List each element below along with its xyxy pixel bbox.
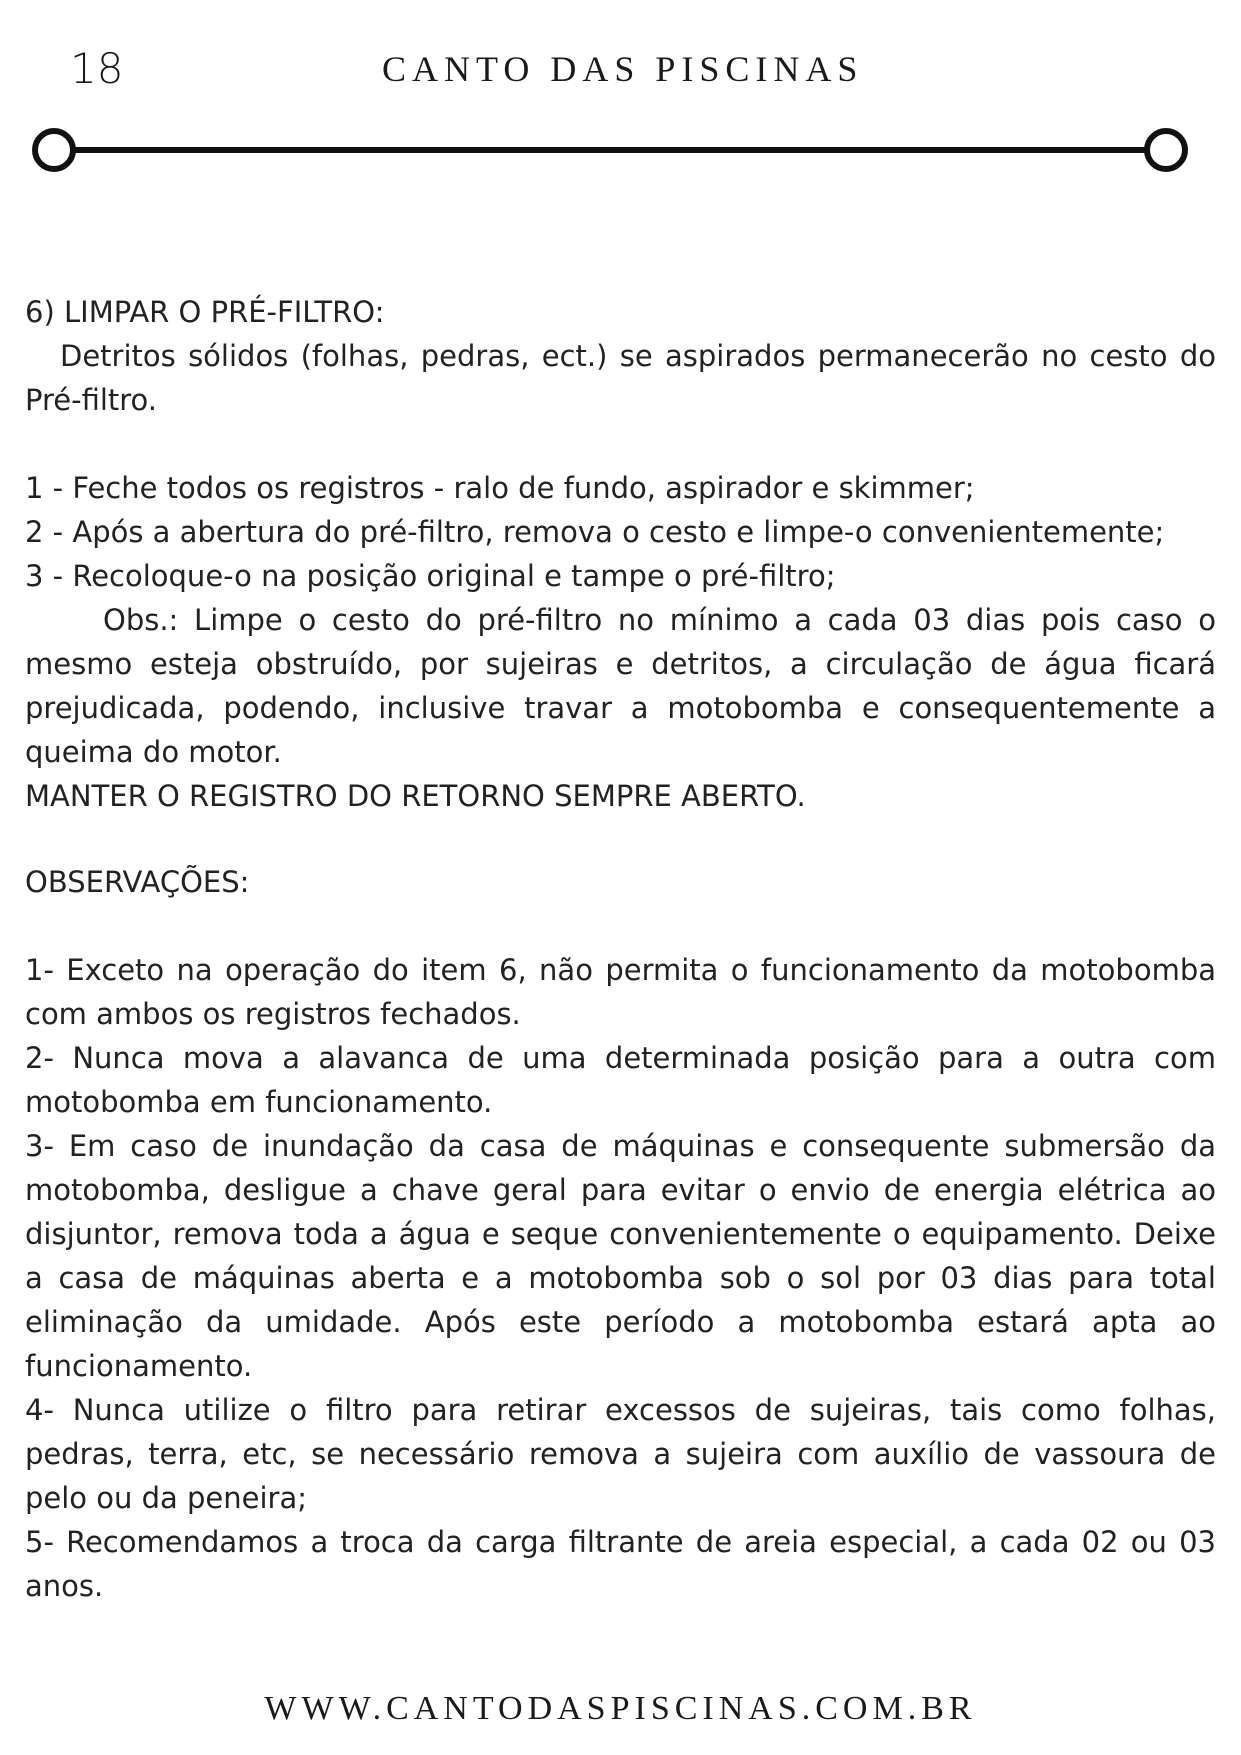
step-item: 2 - Após a abertura do pré-filtro, remova o cesto e limpe-o convenientemente; <box>25 515 1165 549</box>
section-6 <box>25 290 1216 818</box>
observations-heading: OBSERVAÇÕES: <box>25 865 250 899</box>
divider-right-circle <box>1147 131 1185 169</box>
warning-text: MANTER O REGISTRO DO RETORNO SEMPRE ABERTO. <box>25 779 806 813</box>
footer-url[interactable]: WWW.CANTODASPISCINAS.COM.BR <box>264 1690 977 1727</box>
spacer <box>25 422 1216 466</box>
observation-item: 3- Em caso de inundação da casa de máquinas e consequente submersão da motobomba, desligue a chave geral para evitar o envio de energia elétrica ao disjuntor, remova toda a água e seque convenientemente o equipamento. Deixe a casa de máquinas aberta e a motobomba sob o sol por 03 dias para total eliminação da umidade. Após este período a motobomba estará apta ao funcionamento. <box>25 1129 1216 1383</box>
obs-note: Obs.: Limpe o cesto do pré-filtro no mínimo a cada 03 dias pois caso o mesmo esteja obstruído, por sujeiras e detritos, a circulação de água ficará prejudicada, podendo, inclusive travar a motobomba e consequentemente a queima do motor. <box>25 603 1216 769</box>
observation-item: 2- Nunca mova a alavanca de uma determinada posição para a outra com motobomba em funcionamento. <box>25 1041 1216 1119</box>
section-6-intro: Detritos sólidos (folhas, pedras, ect.) se aspirados permanecerão no cesto do Pré-filtro. <box>25 339 1216 417</box>
brand-title: CANTO DAS PISCINAS <box>382 49 864 89</box>
observations-section <box>25 860 1216 1608</box>
observation-item: 1- Exceto na operação do item 6, não permita o funcionamento da motobomba com ambos os registros fechados. <box>25 953 1216 1031</box>
observation-item: 5- Recomendamos a troca da carga filtrante de areia especial, a cada 02 ou 03 anos. <box>25 1525 1216 1603</box>
spacer <box>25 904 1216 948</box>
step-item: 3 - Recoloque-o na posição original e tampe o pré-filtro; <box>25 559 836 593</box>
divider-left-circle <box>35 131 73 169</box>
header-divider <box>32 125 1188 175</box>
observation-item: 4- Nunca utilize o filtro para retirar excessos de sujeiras, tais como folhas, pedras, terra, etc, se necessário remova a sujeira com auxílio de vassoura de pelo ou da peneira; <box>25 1393 1216 1515</box>
section-6-heading: 6) LIMPAR O PRÉ-FILTRO: <box>25 295 385 329</box>
step-item: 1 - Feche todos os registros - ralo de fundo, aspirador e skimmer; <box>25 471 975 505</box>
page-number: 18 <box>70 44 124 93</box>
